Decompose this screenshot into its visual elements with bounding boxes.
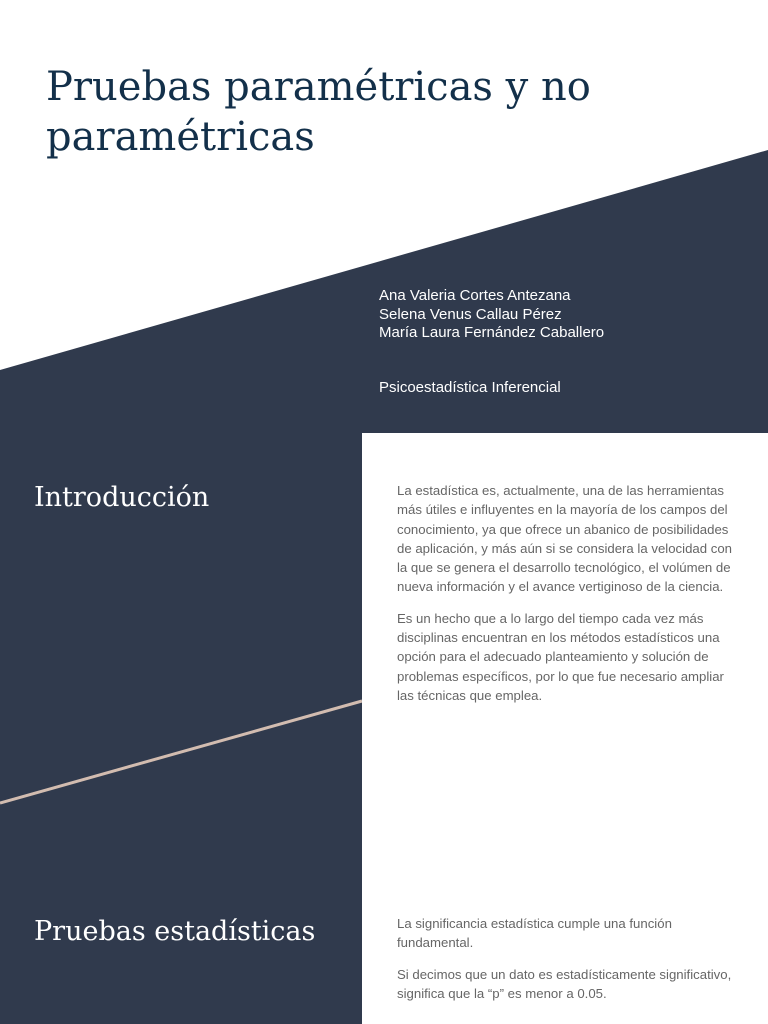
author-name: María Laura Fernández Caballero (379, 324, 605, 341)
course-name: Psicoestadística Inferencial (379, 379, 561, 396)
paragraph: Si decimos que un dato es estadísticamente significativo, significa que la “p” es menor a 0.05. (397, 966, 732, 1001)
page-title: Pruebas paramétricas y no paramétricas (46, 64, 591, 160)
author-name: Selena Venus Callau Pérez (379, 305, 562, 323)
author-list (379, 287, 604, 343)
section-heading-introduccion: Introducción (34, 482, 210, 513)
author-name: Ana Valeria Cortes Antezana (379, 287, 571, 304)
paragraph: Es un hecho que a lo largo del tiempo cada vez más disciplinas encuentran en los métodos estadísticos una opción para el adecuado planteamiento y solución de problemas específicos, por lo que fue necesario ampliar las técnicas que emplea. (397, 610, 724, 703)
paragraph: La estadística es, actualmente, una de las herramientas más útiles e influyentes en la mayoría de los campos del conocimiento, ya que ofrece un abanico de posibilidades de aplicación, y más aún si se considera la velocidad con la que se genera el desarrollo tecnológico, el volúmen de nueva información y el avance vertiginoso de la ciencia. (397, 483, 733, 595)
paragraph: La significancia estadística cumple una función fundamental. (397, 916, 672, 951)
section-body-pruebas-estadisticas (397, 914, 737, 1015)
section-body-introduccion (397, 481, 737, 717)
section-heading-pruebas-estadisticas: Pruebas estadísticas (34, 916, 316, 947)
